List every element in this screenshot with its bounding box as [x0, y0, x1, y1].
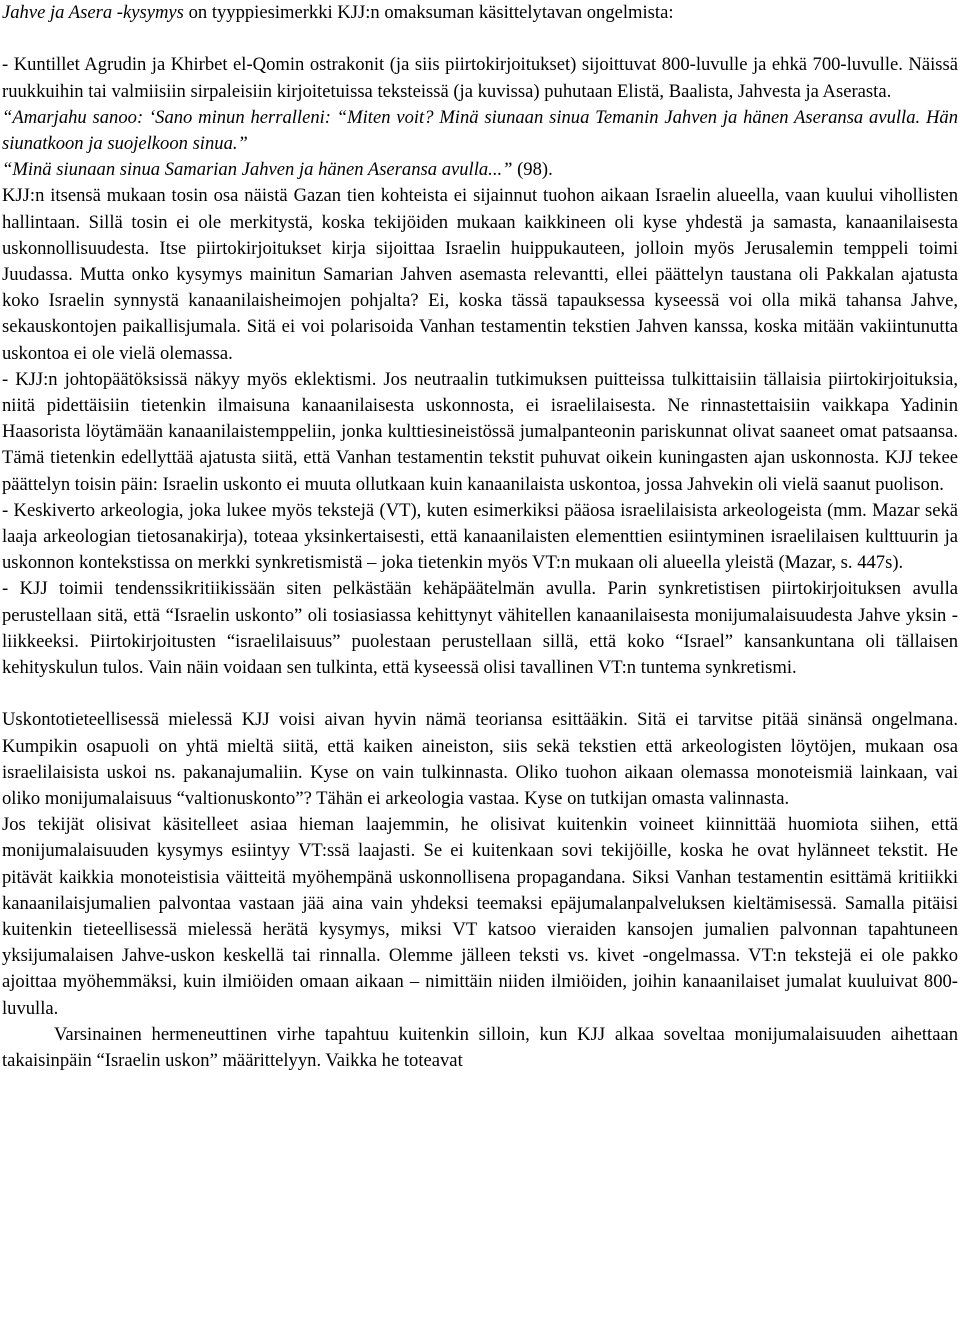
heading-italic: Jahve ja Asera -kysymys [2, 2, 184, 23]
document-page [2, 0, 958, 1074]
paragraph-gaza: KJJ:n itsensä mukaan tosin osa näistä Gazan tien kohteista ei sijainnut tuohon aikaan Israelin alueella, vaan kuului vihollisten hallintaan. Sillä tosin ei ole merkitystä, koska tekijöiden mukaan kaikkineen oli kyse yhdestä ja samasta, kanaanilaisesta uskonnollisuudesta. Itse piirtokirjoitukset kirja sijoittaa Israelin huippukauteen, jolloin myös Jerusalemin temppeli toimi Juudassa. Mutta onko kysymys mainitun Samarian Jahven asemasta relevantti, ellei päättelyn taustana oli Pakkalan ajatusta koko Israelin synnystä kanaanilaisheimojen pohjalta? Ei, koska tässä tapauksessa kyseessä voi olla mikä tahansa Jahve, sekauskontojen paikallisjumala. Sitä ei voi polarisoida Vanhan testamentin tekstien Jahven kanssa, koska mitään vakiintunutta uskontoa ei ole vielä olemassa. [2, 185, 958, 364]
quote-samaria-ref: (98). [512, 159, 553, 181]
spacer [2, 26, 958, 52]
paragraph-eclecticism: - KJJ:n johtopäätöksissä näkyy myös eklektismi. Jos neutraalin tutkimuksen puitteissa tulkittaisiin tällaisia piirtokirjoituksia, niitä pidettäisiin tietenkin ilmaisuna kanaanilaisesta uskonnosta, ei israelilaisesta. Ne rinnastettaisiin vaikkapa Yadinin Haasorista löytämään kanaanilaistemppeliin, jonka kulttiesineistössä jumalpanteonin pariskunnat olivat saaneet omat patsaansa. Tämä tietenkin edellyttää ajatusta siitä, että Vanhan testamentin tekstit puhuvat oikein kuningasten ajan uskonnosta. KJJ tekee päättelyn toisin päin: Israelin uskonto ei muuta ollutkaan kuin kanaanilaista uskontoa, jossa Jahvekin oli vielä saanut puolison. [2, 368, 958, 495]
quote-samaria-text: “Minä siunaan sinua Samarian Jahven ja hänen Aseransa avulla...” [2, 159, 513, 181]
heading-rest: on tyyppiesimerkki KJJ:n omaksuman käsittelytavan ongelmista: [183, 2, 674, 23]
paragraph-ostraca: - Kuntillet Agrudin ja Khirbet el-Qomin ostrakonit (ja siis piirtokirjoitukset) sijoittuvat 800-luvulle ja ehkä 700-luvulle. Näissä ruukkuihin tai valmiisiin sirpaleisiin kirjoitetuissa teksteissä (ja kuvissa) puhutaan Elistä, Baalista, Jahvesta ja Aserasta. [2, 54, 958, 102]
quote-teman-text: “Amarjahu sanoo: ‘Sano minun herralleni: “Miten voit? Minä siunaan sinua Temanin Jahven ja hänen Aseransa avulla. Hän siunatkoon ja suojelkoon sinua.” [2, 106, 958, 154]
quote-samaria [2, 157, 958, 183]
quote-teman [2, 105, 958, 157]
paragraph-hermeneutic: Varsinainen hermeneuttinen virhe tapahtuu kuitenkin silloin, kun KJJ alkaa soveltaa monijumalaisuuden aihettaan takaisinpäin “Israelin uskon” määrittelyyn. Vaikka he toteavat [2, 1023, 958, 1072]
spacer [2, 681, 958, 707]
paragraph-polytheism: Jos tekijät olisivat käsitelleet asiaa hieman laajemmin, he olisivat kuitenkin voineet kiinnittää huomiota siihen, että monijumalaisuuden kysymys esiintyy VT:ssä laajasti. Se ei kuitenkaan sovi tekijöille, koska he ovat hylänneet tekstit. He pitävät kaikkia monoteistisia väitteitä myöhempänä uskonnollisena propagandana. Siksi Vanhan testamentin esittämä kritiikki kanaanilaisjumalien palvontaa vastaan jää aina vain yhdeksi teemaksi epäjumalanpalveluksen kieltämisessä. Samalla pitäisi kuitenkin tieteellisessä mielessä herätä kysymys, miksi VT katsoo vieraiden kansojen jumalien palvonnan tapahtuneen yksijumalaisen Jahve-uskon keskellä tai rinnalla. Olemme jälleen teksti vs. kivet -ongelmassa. VT:n tekstejä ei ole pakko ajoittaa myöhemmäksi, kuin ilmiöiden omaan aikaan – nimittäin niiden ilmiöiden, joihin kanaanilaiset jumalat kuuluivat 800-luvulla. [2, 814, 958, 1019]
section-heading [2, 0, 958, 26]
paragraph-religious-studies: Uskontotieteellisessä mielessä KJJ voisi aivan hyvin nämä teoriansa esittääkin. Sitä ei tarvitse pitää sinänsä ongelmana. Kumpikin osapuoli on yhtä mieltä siitä, että kaiken aineiston, siis sekä tekstien että arkeologisten löytöjen, mukaan osa israelilaisista uskoi ns. pakanajumaliin. Kyse on vain tulkinnasta. Oliko tuohon aikaan olemassa monoteismiä lainkaan, vai oliko monijumalaisuus “valtionuskonto”? Tähän ei arkeologia vastaa. Kyse on tutkijan omasta valinnasta. [2, 709, 958, 810]
paragraph-archaeology: - Keskiverto arkeologia, joka lukee myös tekstejä (VT), kuten esimerkiksi pääosa israelilaisista arkeologeista (mm. Mazar sekä laaja arkeologian tietosanakirja), toteaa yksinkertaisesti, että kanaanilaisten elementtien esiintyminen israelilaisen kulttuurin ja uskonnon kontekstissa on merkki synkretismistä – joka tietenkin myös VT:n mukaan oli alueella yleistä (Mazar, s. 447s). [2, 499, 958, 574]
paragraph-circular: - KJJ toimii tendenssikritiikissään siten pelkästään kehäpäätelmän avulla. Parin synkretistisen piirtokirjoituksen avulla perustellaan sitä, että “Israelin uskonto” oli tosiasiassa kehittynyt vähitellen kanaanilaisesta monijumalaisuudesta Jahve yksin -liikkeeksi. Piirtokirjoitusten “israelilaisuus” puolestaan perustellaan sillä, että koko “Israel” kansankuntana oli tällaisen kehityskulun tulos. Vain näin voidaan sen tulkinta, että kyseessä olisi tavallinen VT:n tuntema synkretismi. [2, 578, 958, 679]
